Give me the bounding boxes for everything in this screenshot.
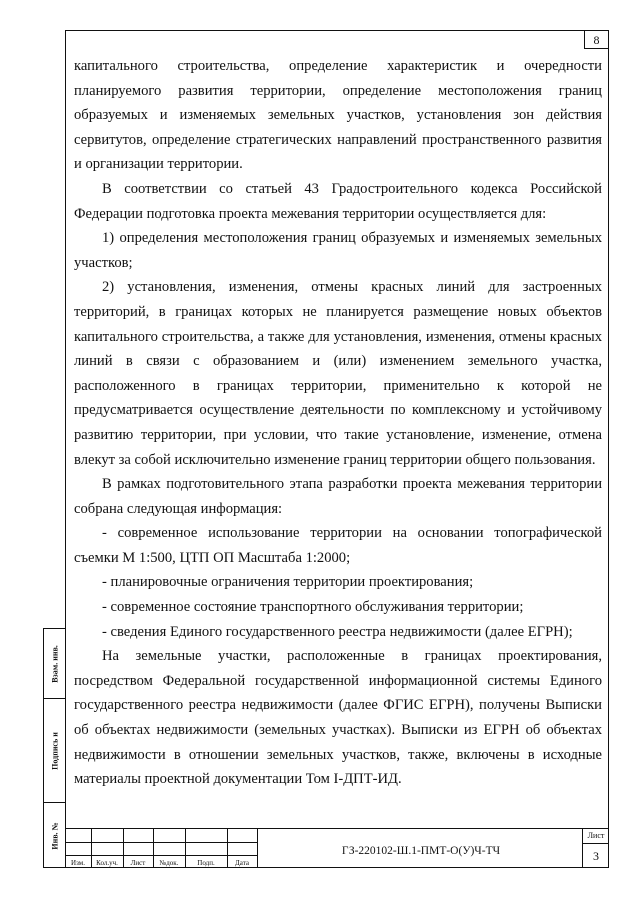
list-item: - планировочные ограничения территории проектирования;	[102, 574, 474, 591]
stamp-col-line	[257, 829, 258, 868]
stamp-label-kol-uch: Кол.уч.	[96, 859, 118, 867]
paragraph: В рамках подготовительного этапа разработки проекта межевания территории собрана следующая информация:	[74, 476, 602, 517]
sheet-number: 3	[593, 849, 599, 863]
paragraph: В соответствии со статьей 43 Градостроительного кодекса Российской Федерации подготовка проекта межевания территории осуществляется для:	[74, 180, 602, 222]
stamp-label-data: Дата	[235, 859, 249, 867]
stamp-label-ndok: №док.	[159, 859, 179, 867]
paragraph: капитального строительства, определение характеристик и очередности планируемого развития территории, определение местоположения границ образуемых и изменяемых земельных участков, установления зон действия сервитутов, определение стратегических направлений пространственного развития и организации территории.	[74, 58, 602, 173]
stamp-label-podp: Подп.	[197, 859, 215, 867]
paragraph: 2) установления, изменения, отмены красных линий для застроенных территорий, в границах которых не планируется размещение новых объектов капитального строительства, а также для установления, изменения, отмены красных линий в связи с образованием и (или) изменением земельного участка, расположенного в границах территории, применительно к которой не предусматривается осуществление деятельности по комплексному и устойчивому развитию территории, при условии, что такие установление, изменение, отмена влекут за собой исключительно изменение границ территории общего пользования.	[74, 279, 602, 468]
list-item: - сведения Единого государственного реестра недвижимости (далее ЕГРН);	[102, 623, 573, 640]
document-body	[74, 54, 602, 792]
paragraph: На земельные участки, расположенные в границах проектирования, посредством Федеральной государственной информационной системы Единого государственного реестра недвижимости (далее ФГИС ЕГРН), получены Выписки об объектах недвижимости (земельных участках). Выписки из ЕГРН об объектах недвижимости в отношении земельных участков, также, включены в исходные материалы проектной документации Том I-ДПТ-ИД.	[74, 648, 602, 788]
page-number: 8	[584, 31, 608, 49]
side-label-inv-no: Инв. №	[50, 822, 59, 850]
side-cell-inv-no	[44, 803, 65, 869]
document-code: ГЗ-220102-Ш.1-ПМТ-О(У)Ч-ТЧ	[341, 845, 501, 857]
list-item: - современное использование территории на основании топографической съемки М 1:500, ЦТП ОП Масштаба 1:2000;	[74, 525, 602, 566]
side-label-podpis: Подпись и	[50, 731, 59, 770]
side-stamp-strip	[43, 628, 65, 868]
list-item: - современное состояние транспортного обслуживания территории;	[102, 599, 524, 616]
stamp-label-izm: Изм.	[71, 859, 85, 867]
side-label-vzam-inv: Взам. инв.	[50, 644, 59, 683]
title-block	[65, 828, 609, 868]
stamp-label-list: Лист	[130, 859, 146, 867]
side-cell-vzam-inv	[44, 629, 65, 699]
paragraph: 1) определения местоположения границ образуемых и изменяемых земельных участков;	[74, 230, 602, 271]
side-cell-podpis	[44, 699, 65, 803]
sheet-label: Лист	[583, 829, 609, 844]
stamp-row-line	[65, 842, 257, 843]
stamp-row-line	[65, 855, 257, 856]
